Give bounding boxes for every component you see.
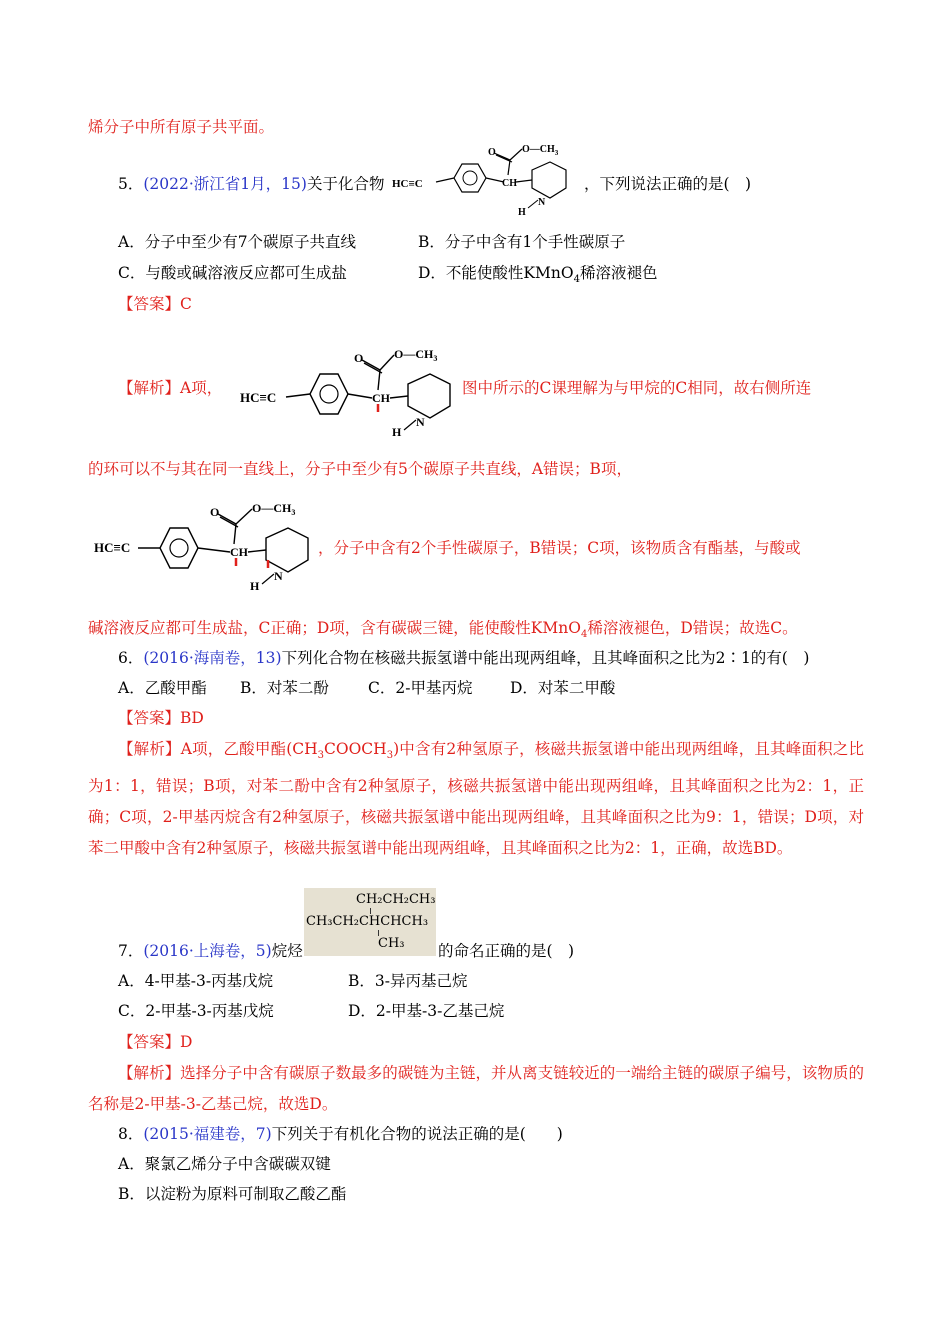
option-a: A．乙酸甲酯 — [118, 679, 207, 697]
svg-text:N: N — [274, 569, 283, 583]
formula-image: CH₂CH₂CH₃ CH₃CH₂CHCHCH₃ CH₃ — [304, 888, 436, 956]
svg-text:CH: CH — [230, 545, 248, 559]
answer-value: BD — [180, 709, 204, 727]
option-c: C．2-甲基丙烷 — [368, 679, 473, 697]
svg-text:HC≡C: HC≡C — [240, 390, 277, 405]
option-b: B．3-异丙基己烷 — [348, 972, 468, 990]
svg-text:CH: CH — [502, 178, 517, 189]
svg-text:O: O — [354, 351, 364, 365]
answer-value: D — [180, 1033, 193, 1051]
explanation-text: 图中所示的C课理解为与甲烷的C相同，故右侧所连 — [462, 379, 812, 397]
answer — [118, 294, 192, 314]
text-line: 烯分子中所有原子共平面。 — [88, 118, 275, 136]
svg-text:O: O — [210, 505, 220, 519]
answer — [118, 708, 204, 728]
explanation-text: 碱溶液反应都可生成盐，C正确；D项，含有碳碳三键，能使酸性KMnO$_4$稀溶液褪色，D错误；故选C。 — [88, 619, 798, 641]
question-number: 5． — [118, 175, 144, 193]
question-5-stem-end: ，下列说法正确的是( ) — [584, 175, 752, 193]
explanation-tag: 【解析】A项， — [118, 379, 223, 397]
svg-text:O—CH3: $O—CH_3$ — [522, 144, 559, 157]
answer-tag: 【答案】 — [118, 709, 181, 727]
svg-text:H: H — [392, 425, 402, 439]
answer — [118, 1032, 192, 1052]
explanation: 【解析】A项，乙酸甲酯$(CH_3COOCH_3)$中含有2种氢原子，核磁共振氢谱中能出现两组峰，且其峰面积之比为1：1，错误；B项，对苯二酚中含有2种氢原子，核磁共振氢谱中能出现两组峰，且其峰面积之比为2：1，正确；C项，2-甲基丙烷含有2种氢原子，核磁共振氢谱中能出现两组峰，且其峰面积之比为9：1，错误；D项，对苯二甲酸中含有2种氢原子，核磁共振氢谱中能出现两组峰，且其峰面积之比为2：1，正确，故选BD。 — [88, 740, 864, 858]
question-5-stem: 5．(2022·浙江省1月，15)关于化合物 — [118, 175, 385, 193]
option-d: D．2-甲基-3-乙基己烷 — [348, 1002, 505, 1020]
svg-text:O—CH3: $O—CH_3$ — [394, 347, 438, 363]
answer-tag: 【答案】 — [118, 1033, 181, 1051]
molecule-structure — [392, 138, 582, 220]
svg-text:HC≡C: HC≡C — [94, 540, 131, 555]
svg-text:H: H — [250, 579, 260, 592]
question-6-stem: 6．(2016·海南卷，13)下列化合物在核磁共振氢谱中能出现两组峰，且其峰面积之比为2∶1的有( ) — [118, 649, 810, 667]
svg-text:CH: CH — [372, 391, 390, 405]
explanation: 【解析】选择分子中含有碳原子数最多的碳链为主链，并从离支链较近的一端给主链的碳原子编号，该物质的名称是2-甲基-3-乙基己烷，故选D。 — [88, 1064, 864, 1113]
question-number: 8． — [118, 1125, 144, 1143]
answer-value: C — [180, 295, 192, 313]
option-a: A．聚氯乙烯分子中含碳碳双键 — [118, 1155, 331, 1173]
question-number: 6． — [118, 649, 144, 667]
svg-text:N: N — [416, 415, 425, 429]
molecule-structure — [92, 496, 332, 592]
svg-text:N: N — [538, 197, 546, 208]
question-number: 7． — [118, 942, 144, 960]
question-source: (2016·海南卷，13) — [143, 649, 282, 667]
svg-text:O—CH3: $O—CH_3$ — [252, 501, 296, 517]
svg-text:HC≡C: HC≡C — [392, 178, 423, 190]
question-source: (2016·上海卷，5) — [143, 942, 272, 960]
option-d: D．对苯二甲酸 — [510, 679, 616, 697]
molecule-structure — [238, 340, 458, 440]
explanation-text: ，分子中含有2个手性碳原子，B错误；C项，该物质含有酯基，与酸或 — [318, 539, 801, 557]
option-b: B．分子中含有1个手性碳原子 — [418, 233, 626, 251]
question-source: (2015·福建卷，7) — [143, 1125, 272, 1143]
option-c: C．与酸或碱溶液反应都可生成盐 — [118, 264, 347, 282]
svg-text:O: O — [488, 147, 496, 158]
svg-text:H: H — [518, 207, 526, 218]
question-7-stem: 7．(2016·上海卷，5)烷烃 — [118, 942, 303, 960]
question-source: (2022·浙江省1月，15) — [143, 175, 307, 193]
option-d: D．不能使酸性KMnO$_4$稀溶液褪色 — [418, 264, 658, 286]
answer-tag: 【答案】 — [118, 295, 181, 313]
question-7-stem-end: 的命名正确的是( ) — [438, 942, 575, 960]
option-b: B．对苯二酚 — [240, 679, 329, 697]
option-a: A．分子中至少有7个碳原子共直线 — [118, 233, 357, 251]
option-a: A．4-甲基-3-丙基戊烷 — [118, 972, 274, 990]
question-8-stem: 8．(2015·福建卷，7)下列关于有机化合物的说法正确的是( ) — [118, 1125, 563, 1143]
option-b: B．以淀粉为原料可制取乙酸乙酯 — [118, 1185, 347, 1203]
option-c: C．2-甲基-3-丙基戊烷 — [118, 1002, 274, 1020]
explanation-text: 的环可以不与其在同一直线上，分子中至少有5个碳原子共直线，A错误；B项， — [88, 460, 632, 478]
